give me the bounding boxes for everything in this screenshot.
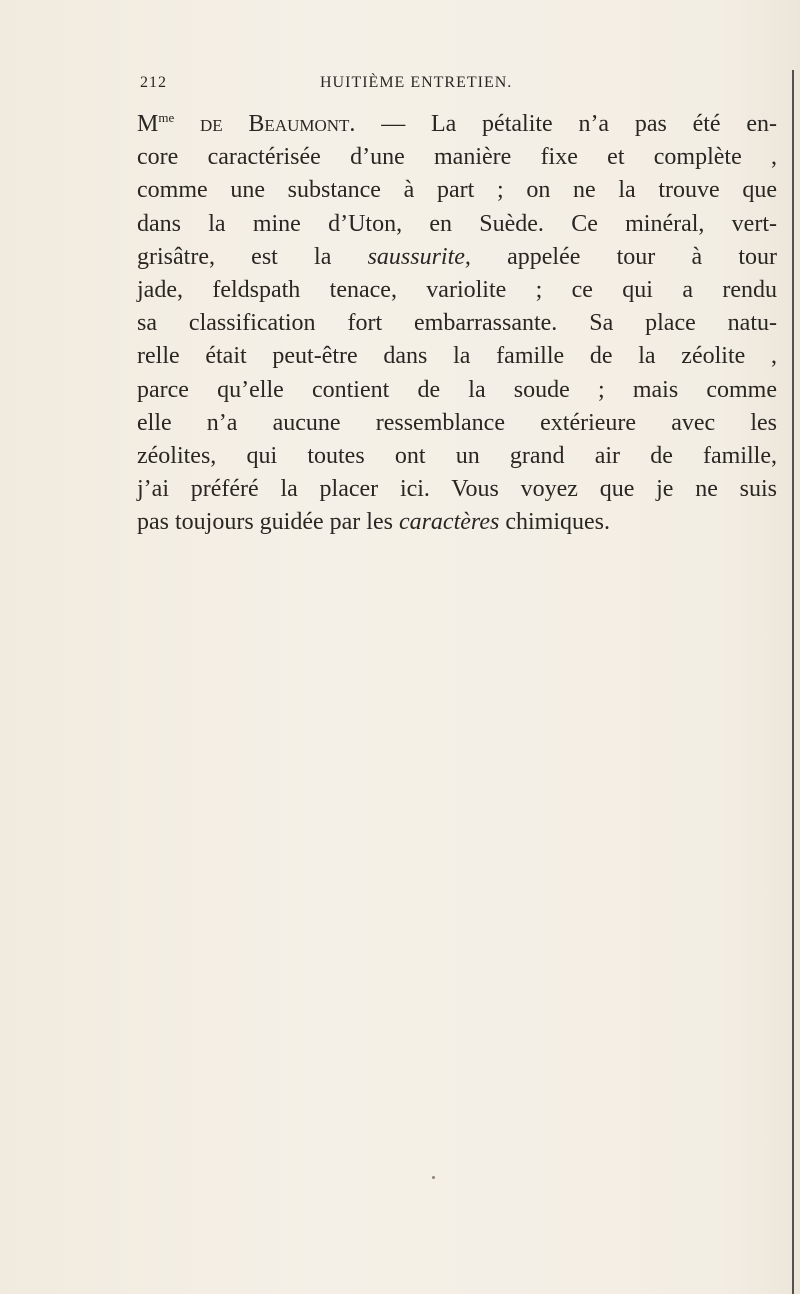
- line-13-text: pas toujours guidée par les: [137, 509, 399, 536]
- running-head: [140, 70, 600, 100]
- text-line-13: [137, 506, 777, 539]
- text-line-12: j’ai préféré la placer ici. Vous voyez que je ne suis: [137, 476, 777, 503]
- text-line-11: zéolites, qui toutes ont un grand air de famille,: [137, 443, 777, 470]
- line-5-text: grisâtre, est la: [137, 243, 368, 270]
- italic-saussurite: saussurite,: [367, 243, 471, 270]
- text-line-6: jade, feldspath tenace, variolite ; ce qui a rendu: [137, 277, 777, 304]
- body-paragraph: [137, 108, 777, 540]
- chapter-title: HUITIÈME ENTRETIEN.: [320, 74, 513, 91]
- speaker-name: de Beaumont.: [174, 111, 356, 137]
- text-line-8: relle était peut-être dans la famille de la zéolite ,: [137, 343, 777, 370]
- paper-speck: [432, 1176, 435, 1179]
- line-5-rest: appelée tour à tour: [470, 243, 777, 270]
- page-edge-shadow: [792, 70, 794, 1294]
- line-13-rest: chimiques.: [499, 509, 610, 536]
- text-line-2: core caractérisée d’une manière fixe et complète ,: [137, 144, 777, 171]
- speaker-prefix: M: [137, 111, 159, 137]
- italic-caracteres: caractères: [398, 509, 500, 536]
- text-line-1: [137, 108, 777, 141]
- text-line-10: elle n’a aucune ressemblance extérieure avec les: [137, 409, 777, 436]
- speaker-superscript: me: [158, 110, 175, 125]
- text-line-5: [137, 241, 777, 274]
- text-line-9: parce qu’elle contient de la soude ; mais comme: [137, 376, 777, 403]
- text-line-4: dans la mine d’Uton, en Suède. Ce minéral, vert-: [137, 210, 777, 237]
- text-line-7: sa classification fort embarrassante. Sa place natu-: [137, 310, 777, 337]
- text-line-3: comme une substance à part ; on ne la trouve que: [137, 177, 777, 204]
- page-number: 212: [140, 74, 167, 91]
- line-1-text: — La pétalite n’a pas été en-: [355, 111, 777, 137]
